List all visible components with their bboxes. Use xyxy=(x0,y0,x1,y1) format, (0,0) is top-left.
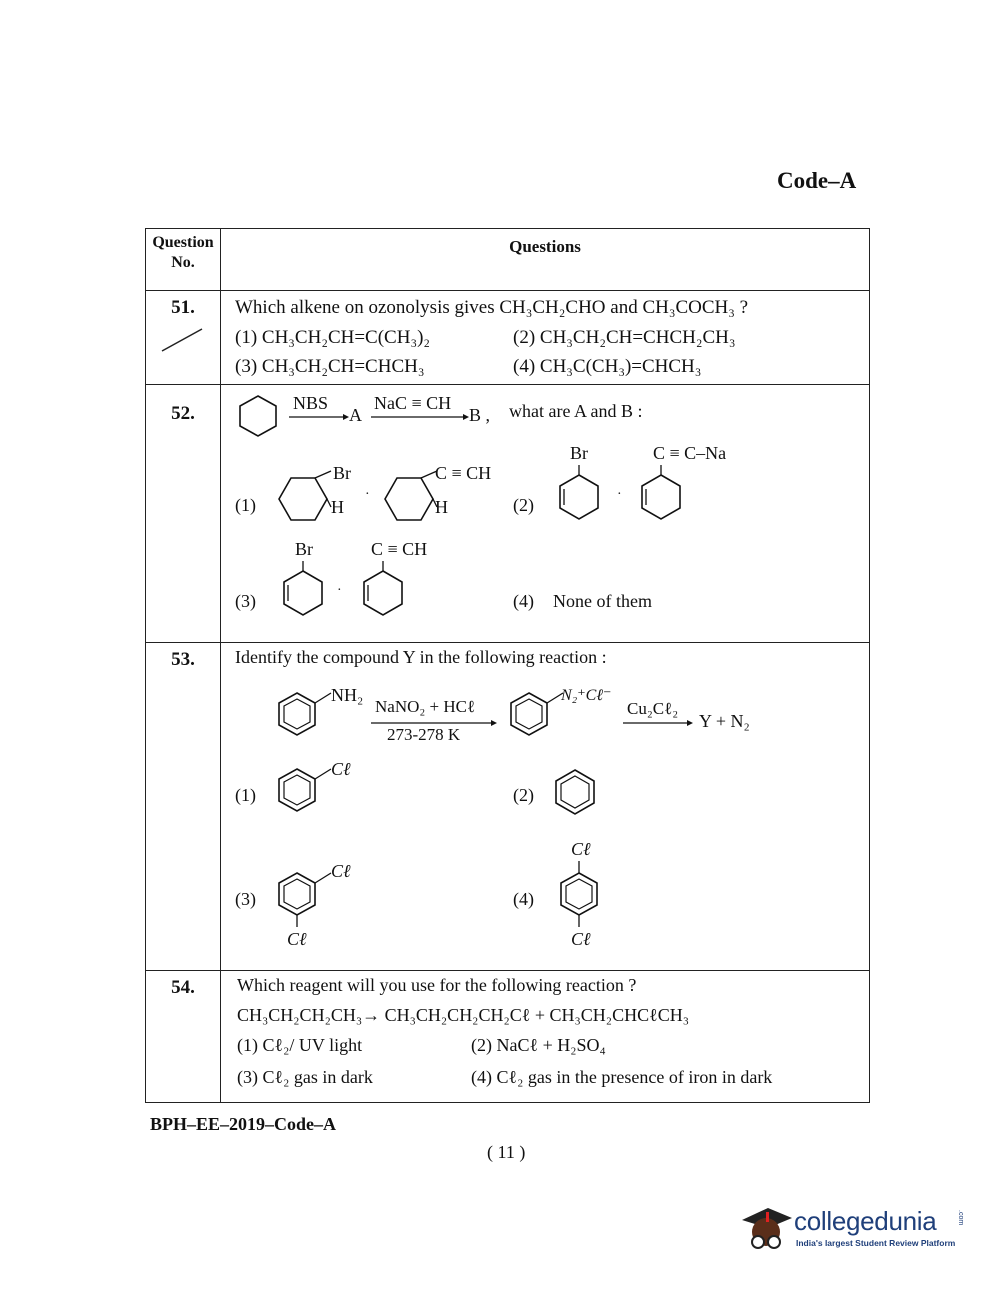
q52-option-4-label: (4) xyxy=(513,591,534,611)
q54-option-1: (1) Cℓ₂/ UV light xyxy=(237,1035,363,1055)
chloro-label: Cℓ xyxy=(331,861,351,881)
p-dichlorobenzene-structure xyxy=(555,859,607,939)
q54-option-4: (4) Cℓ₂ gas in the presence of iron in dark xyxy=(471,1067,773,1087)
question-table xyxy=(145,228,870,1103)
arrow-icon xyxy=(289,413,349,421)
q54-body xyxy=(221,971,870,1103)
header-qno: Question No. xyxy=(146,229,221,291)
bromo-label: Br xyxy=(333,463,351,483)
ethynyl-label: C ≡ CH xyxy=(371,539,428,559)
page-number: ( 11 ) xyxy=(487,1142,526,1162)
footer-code: BPH–EE–2019–Code–A xyxy=(150,1114,337,1134)
q52-option-2-label: (2) xyxy=(513,495,534,515)
q52-number: 52. xyxy=(146,385,221,643)
q51-option-4: (4) CH₃C(CH₃)=CHCH₃ xyxy=(513,356,702,377)
ethynyl-label: C ≡ CH xyxy=(435,463,492,483)
chloro-label: Cℓ xyxy=(331,759,351,779)
q52-option-2-structure-a xyxy=(553,463,605,527)
arrow-icon xyxy=(623,719,693,727)
q52-option-1-label: (1) xyxy=(235,495,256,515)
q51-number: 51. xyxy=(146,291,221,385)
benzene-structure xyxy=(551,767,603,819)
mascot-icon xyxy=(738,1198,794,1254)
q52-reagent-nacch: NaC ≡ CH xyxy=(374,393,452,413)
tick-mark-icon xyxy=(158,325,208,355)
q52-option-3-structure-b xyxy=(357,559,409,623)
arrow-icon xyxy=(371,413,469,421)
cyclohexene-icon xyxy=(235,393,281,439)
q52-product-b: B , xyxy=(469,405,491,425)
q53-reagent-2: Cu₂Cℓ₂ xyxy=(627,699,679,718)
q53-option-1-label: (1) xyxy=(235,785,256,805)
q53-temperature: 273-278 K xyxy=(387,725,461,744)
q53-option-3-label: (3) xyxy=(235,889,256,909)
q51-body xyxy=(221,291,870,385)
hydrogen-label: H xyxy=(331,497,344,517)
bromo-label: Br xyxy=(570,443,588,463)
brand-suffix: .com xyxy=(957,1210,964,1226)
chloro-label: Cℓ xyxy=(571,929,591,949)
q52-body xyxy=(221,385,870,643)
chloro-label: Cℓ xyxy=(571,839,591,859)
q53-reagent-1: NaNO₂ + HCℓ xyxy=(375,697,476,716)
brand-tagline: India's largest Student Review Platform xyxy=(796,1238,956,1248)
q53-number: 53. xyxy=(146,643,221,971)
brand-name: collegedunia xyxy=(794,1206,937,1236)
q51-option-2: (2) CH₃CH₂CH=CHCH₂CH₃ xyxy=(513,327,736,348)
q54-stem: Which reagent will you use for the following reaction ? xyxy=(237,975,637,995)
q52-option-3-label: (3) xyxy=(235,591,256,611)
chloro-label: Cℓ xyxy=(287,929,307,949)
paper-code: Code–A xyxy=(777,168,857,193)
q51-option-1: (1) CH₃CH₂CH=C(CH₃)₂ xyxy=(235,327,431,348)
q52-option-4-text: None of them xyxy=(553,591,652,611)
q53-body xyxy=(221,643,870,971)
q53-option-2-label: (2) xyxy=(513,785,534,805)
separator-dot: · xyxy=(337,583,342,598)
separator-dot: · xyxy=(617,487,622,502)
header-questions: Questions xyxy=(221,229,870,291)
q52-option-2-structure-b xyxy=(635,463,687,527)
q51-stem: Which alkene on ozonolysis gives CH₃CH₂CHO and CH₃COCH₃ ? xyxy=(235,297,749,318)
amino-label: NH₂ xyxy=(331,685,364,705)
sodium-acetylide-label: C ≡ C–Na xyxy=(653,443,727,463)
q54-number: 54. xyxy=(146,971,221,1103)
diazonium-label: N₂⁺Cℓ⁻ xyxy=(561,687,612,704)
q52-ask: what are A and B : xyxy=(509,401,643,421)
q52-product-a: A xyxy=(349,405,362,425)
q52-option-1-structure-a xyxy=(273,469,369,529)
hydrogen-label: H xyxy=(435,497,448,517)
q54-option-3: (3) Cℓ₂ gas in dark xyxy=(237,1067,373,1087)
q54-option-2: (2) NaCℓ + H₂SO₄ xyxy=(471,1035,606,1055)
q52-option-3-structure-a xyxy=(277,559,329,623)
q53-products: Y + N₂ xyxy=(699,711,750,731)
q53-stem: Identify the compound Y in the following reaction : xyxy=(235,647,607,667)
collegedunia-logo xyxy=(738,1198,968,1258)
bromo-label: Br xyxy=(295,539,313,559)
q53-option-4-label: (4) xyxy=(513,889,534,909)
q54-equation: CH₃CH₂CH₂CH₃→ CH₃CH₂CH₂CH₂Cℓ + CH₃CH₂CHCℓCH₃ xyxy=(237,1005,689,1025)
separator-dot: · xyxy=(365,487,370,502)
q52-reagent-nbs: NBS xyxy=(293,393,329,413)
q51-option-3: (3) CH₃CH₂CH=CHCH₃ xyxy=(235,356,425,377)
